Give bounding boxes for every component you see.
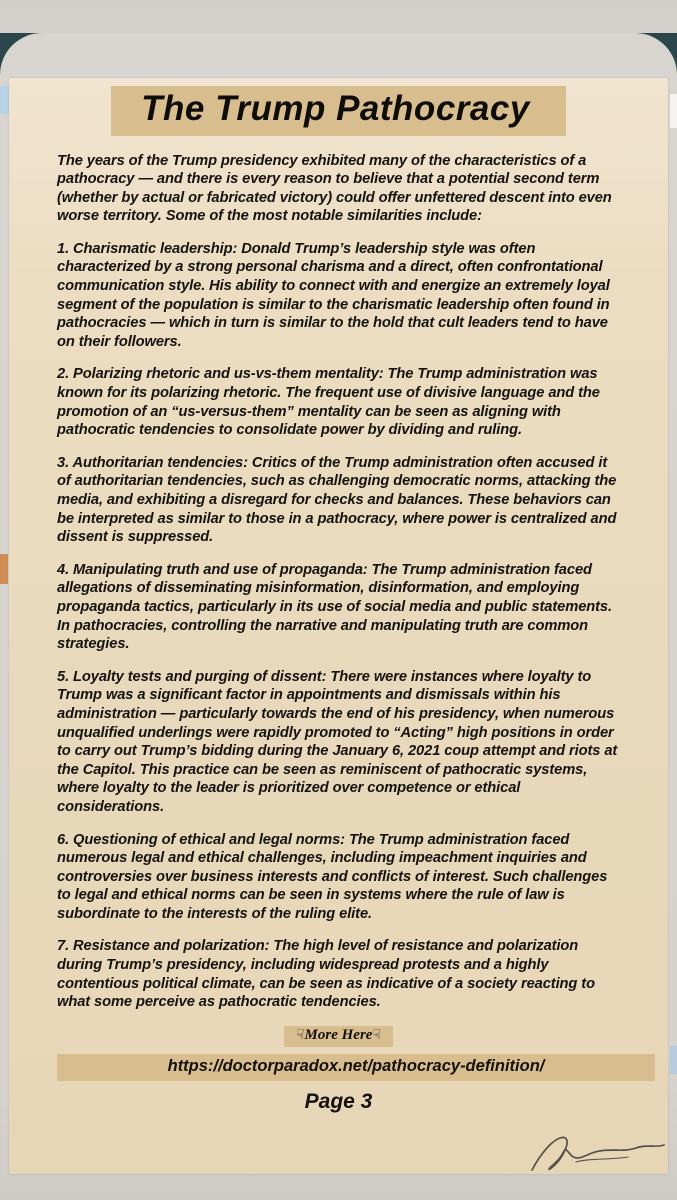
numbered-paragraph-6: 6. Questioning of ethical and legal norms: The Trump administration faced numerous legal and ethical challenges, including impeachment inquiries and controversies over business interests and conflicts of interest. Such challenges to legal and ethical norms can be seen in systems where the rule of law is subordinate to the interests of the ruling elite. — [57, 831, 608, 922]
pointer-down-icon: ☟ — [372, 1026, 381, 1043]
numbered-paragraph-4: 4. Manipulating truth and use of propaganda: The Trump administration faced allegations of disseminating misinformation, disinformation, and employing propaganda tactics, particularly in its use of social media and public statements. In pathocracies, controlling the narrative and manipulating truth are common strategies. — [57, 561, 612, 653]
signature — [518, 1126, 670, 1190]
numbered-paragraph-2: 2. Polarizing rhetoric and us-vs-them mentality: The Trump administration was known for its polarizing rhetoric. The frequent use of divisive language and the promotion of an “us-versus-them” mentality can be seen as aligning with pathocratic tendencies to consolidate power by dividing and ruling. — [57, 366, 600, 439]
page-number: Page 3 — [304, 1089, 373, 1113]
background-artifact — [0, 86, 9, 114]
numbered-paragraph-7: 7. Resistance and polarization: The high level of resistance and polarization during Trump’s presidency, including widespread protests and a highly contentious political climate, can be seen as indicative of a society reacting to what some perceive as pathocratic tendencies. — [57, 938, 595, 1011]
source-url: https://doctorparadox.net/pathocracy-definition/ — [57, 1054, 655, 1081]
background-artifact — [670, 1046, 677, 1074]
background-artifact — [0, 554, 8, 584]
numbered-paragraph-5: 5. Loyalty tests and purging of dissent: There were instances where loyalty to Trump was a significant factor in appointments and dismissals within his administration — particularly towards the end of his presidency, when numerous unqualified underlings were rapidly promoted to “Acting” high positions in order to carry out Trump’s bidding during the January 6, 2021 coup attempt and riots at the Capitol. This practice can be seen as reminiscent of pathocratic systems, where loyalty to the leader is prioritized over competence or ethical considerations. — [57, 668, 618, 815]
more-here-badge — [284, 1026, 393, 1047]
more-here-label: More Here — [304, 1026, 373, 1043]
page-title: The Trump Pathocracy — [111, 86, 566, 136]
intro-paragraph: The years of the Trump presidency exhibited many of the characteristics of a pathocracy — and there is every reason to believe that a potential second term (whether by actual or fabricated victory) could offer unfettered descent into even worse territory. Some of the most notable similarities include: — [57, 152, 612, 225]
document-content — [57, 86, 620, 1114]
background-artifact — [670, 94, 677, 128]
pointer-down-icon: ☟ — [296, 1026, 305, 1043]
numbered-paragraph-1: 1. Charismatic leadership: Donald Trump’s leadership style was often characterized by a strong personal charisma and a direct, often confrontational communication style. His ability to connect with and energize an extremely loyal segment of the population is similar to the charismatic leadership often found in pathocracies — which in turn is similar to the hold that cult leaders tend to have on their followers. — [57, 240, 610, 350]
footer-block — [57, 1026, 620, 1114]
numbered-paragraph-3: 3. Authoritarian tendencies: Critics of the Trump administration often accused it of authoritarian tendencies, such as challenging democratic norms, attacking the media, and exhibiting a disregard for checks and balances. These behaviors can be interpreted as similar to those in a pathocracy, where power is centralized and dissent is suppressed. — [57, 454, 617, 546]
title-row — [57, 86, 620, 136]
document-page — [9, 78, 668, 1174]
